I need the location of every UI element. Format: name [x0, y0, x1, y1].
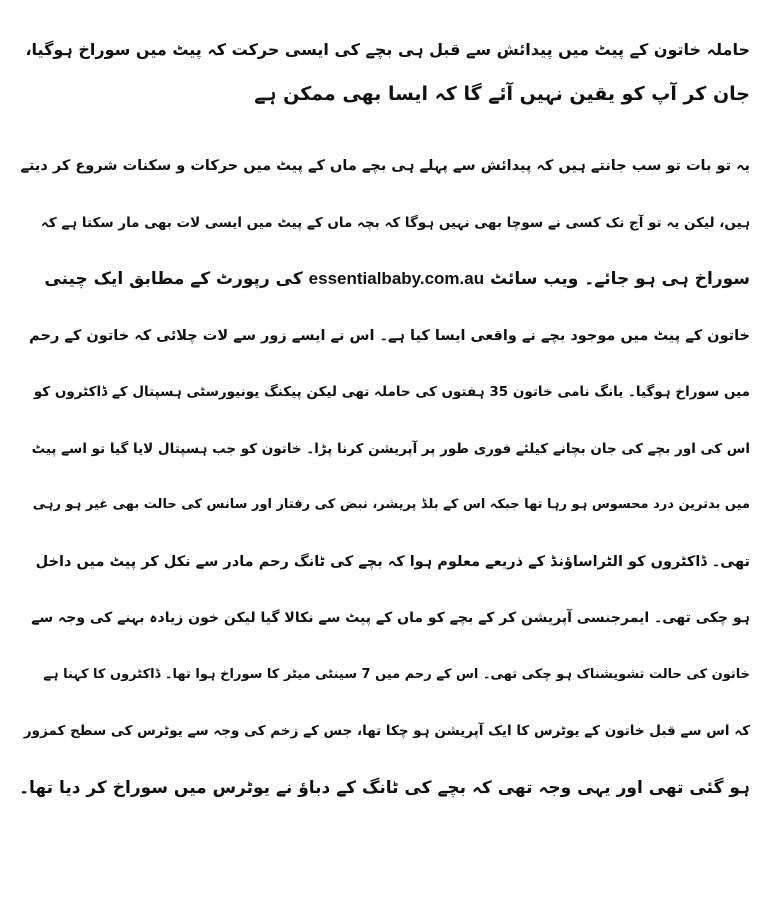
body-line: تھی۔ ڈاکٹروں کو الٹراساؤنڈ کے ذریعے معلوم ہوا کہ بچے کی ٹانگ رحم مادر سے نکل کر پیٹ میں داخل: [35, 553, 750, 570]
body-line: ہو چکی تھی۔ ایمرجنسی آپریشن کر کے بچے کو ماں کے پیٹ سے نکالا گیا لیکن خون زیادہ بہنے کی وجہ سے: [31, 610, 750, 626]
body-line: یہ تو بات تو سب جانتے ہیں کہ پیدائش سے پہلے ہی بچے ماں کے پیٹ میں حرکات و سکنات شروع کر دیتے: [20, 158, 750, 174]
body-line: میں بدترین درد محسوس ہو رہا تھا جبکہ اس کے بلڈ پریشر، نبض کی رفتار اور سانس کی حالت بھی غیر ہو رہی: [32, 497, 750, 512]
body-line: ہیں، لیکن یہ تو آج تک کسی نے سوچا بھی نہیں ہوگا کہ بچہ ماں کے پیٹ میں ایسی لات بھی مار سکتا ہے کہ: [40, 214, 750, 231]
headline-line: جان کر آپ کو یقین نہیں آئے گا کہ ایسا بھی ممکن ہے: [254, 83, 750, 105]
source-website: essentialbaby.com.au: [308, 269, 485, 288]
article-headline: [18, 28, 750, 116]
headline-line: حاملہ خاتون کے پیٹ میں پیدائش سے قبل ہی بچے کی ایسی حرکت کہ پیٹ میں سوراخ ہوگیا،: [25, 40, 750, 59]
body-line: اس کی اور بچے کی جان بچانے کیلئے فوری طور پر آپریشن کرنا پڑا۔ خاتون کو جب ہسپتال لایا گیا تو اسے پیٹ: [31, 440, 750, 457]
body-line: میں سوراخ ہوگیا۔ یانگ نامی خاتون 35 ہفتوں کی حاملہ تھی لیکن پیکنگ یونیورسٹی ہسپتال کے ڈاکٹروں کو: [33, 384, 750, 400]
body-line: ہو گئی تھی اور یہی وجہ تھی کہ بچے کی ٹانگ کے دباؤ نے یوٹرس میں سوراخ کر دیا تھا۔: [19, 777, 750, 798]
body-line-text: کی رپورٹ کے مطابق ایک چینی: [44, 269, 303, 289]
body-line-text: سوراخ ہی ہو جائے۔ ویب سائٹ: [490, 269, 750, 289]
article-body: [18, 138, 750, 816]
body-line: کہ اس سے قبل خاتون کے یوٹرس کا ایک آپریشن ہو چکا تھا، جس کے زخم کی وجہ سے یوٹرس کی سطح کمزور: [23, 723, 750, 739]
body-line-with-source: [18, 251, 750, 308]
body-line: خاتون کے پیٹ میں موجود بچے نے واقعی ایسا کیا ہے۔ اس نے ایسے زور سے لات چلائی کہ خاتون کے رحم: [29, 327, 750, 344]
article: [18, 28, 750, 816]
body-line: خاتون کی حالت تشویشناک ہو چکی تھی۔ اس کے رحم میں 7 سینٹی میٹر کا سوراخ ہوا تھا۔ ڈاکٹروں کا کہنا ہے: [43, 666, 750, 682]
